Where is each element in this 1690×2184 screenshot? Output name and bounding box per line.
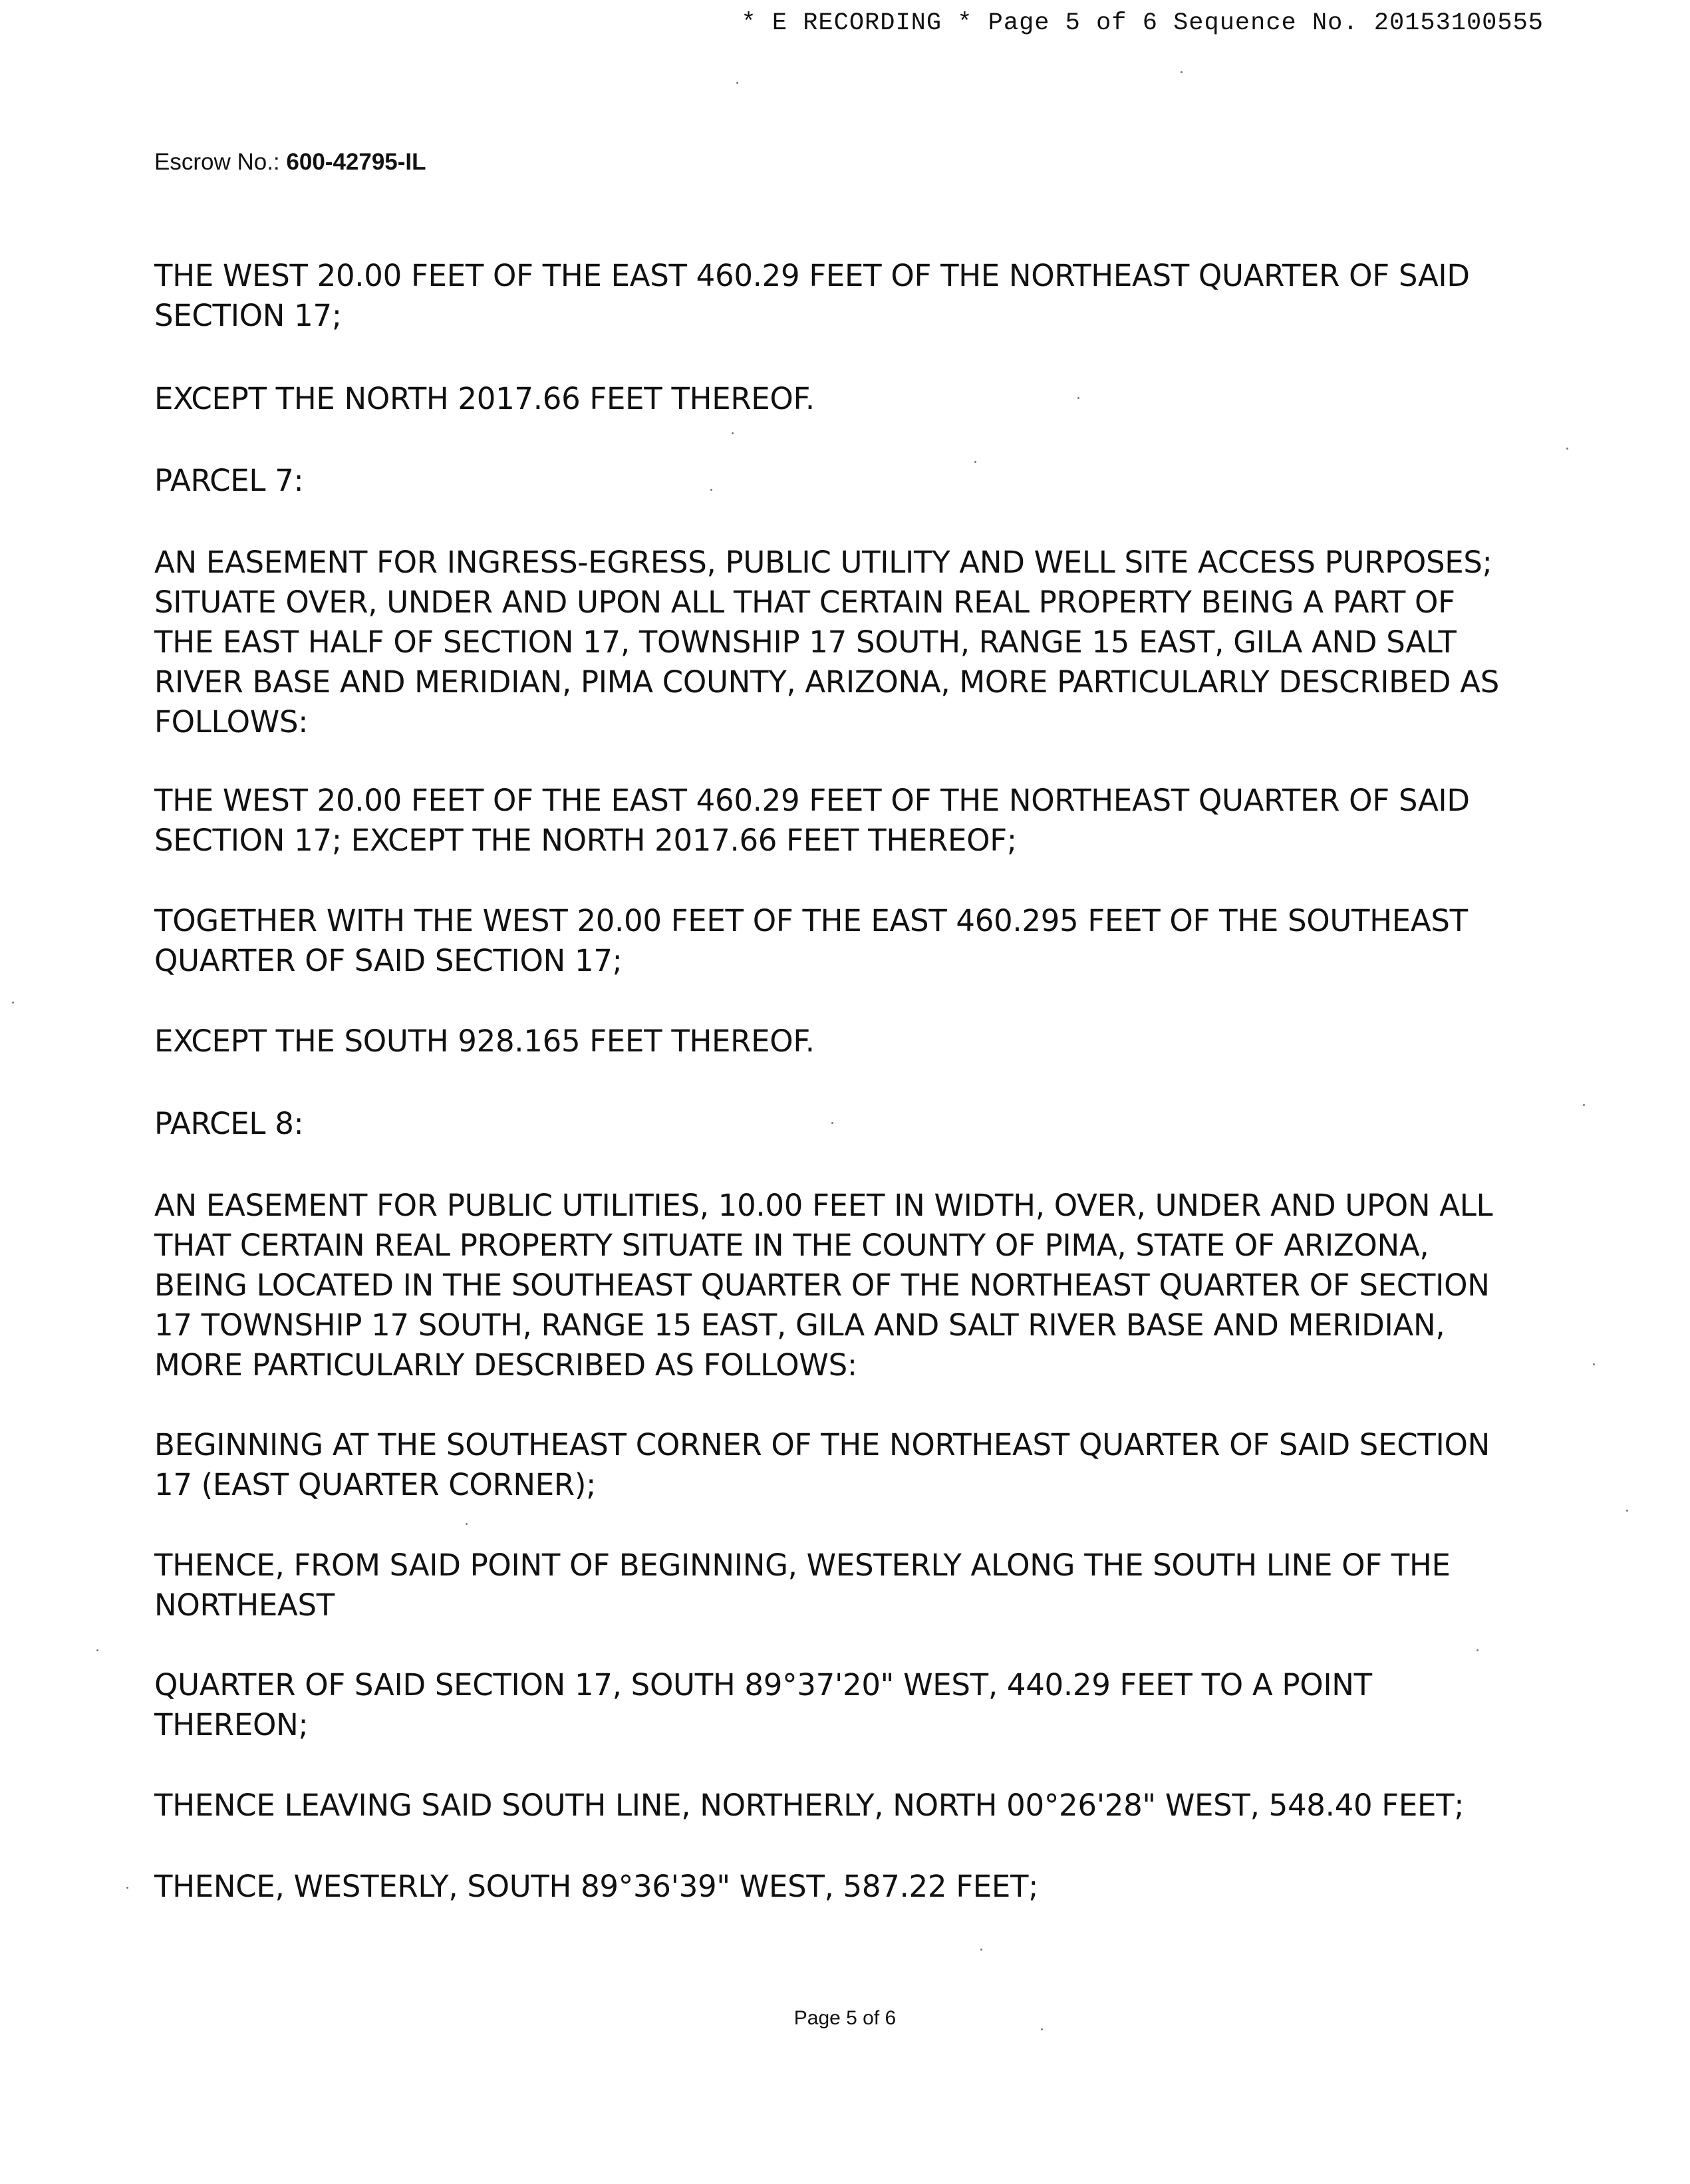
paragraph-line: AN EASEMENT FOR INGRESS-EGRESS, PUBLIC UTILITY AND WELL SITE ACCESS PURPOSES; <box>154 545 1492 580</box>
paragraph-line: EXCEPT THE SOUTH 928.165 FEET THEREOF. <box>154 1024 815 1059</box>
scan-speck <box>1566 448 1568 450</box>
scan-speck <box>831 1122 833 1124</box>
scan-speck <box>1477 1649 1479 1651</box>
paragraph-line: MORE PARTICULARLY DESCRIBED AS FOLLOWS: <box>154 1347 857 1383</box>
paragraph-line: SECTION 17; EXCEPT THE NORTH 2017.66 FEET THEREOF; <box>154 823 1017 858</box>
scan-speck <box>980 1949 982 1951</box>
paragraph-line: THENCE, WESTERLY, SOUTH 89°36'39" WEST, 587.22 FEET; <box>154 1869 1039 1904</box>
paragraph-line: TOGETHER WITH THE WEST 20.00 FEET OF THE EAST 460.295 FEET OF THE SOUTHEAST <box>154 903 1468 938</box>
paragraph <box>154 1425 1564 1505</box>
paragraph-line: THE WEST 20.00 FEET OF THE EAST 460.29 FEET OF THE NORTHEAST QUARTER OF SAID <box>154 258 1470 293</box>
paragraph-line: BEGINNING AT THE SOUTHEAST CORNER OF THE NORTHEAST QUARTER OF SAID SECTION <box>154 1427 1490 1462</box>
scan-speck <box>1077 397 1079 399</box>
scan-speck <box>1583 1104 1585 1106</box>
paragraph <box>154 1022 1564 1061</box>
scan-speck <box>466 1523 468 1525</box>
paragraph <box>154 1546 1564 1625</box>
paragraph-line: FOLLOWS: <box>154 704 309 740</box>
escrow-label: Escrow No.: <box>154 149 280 175</box>
paragraph-line: 17 (EAST QUARTER CORNER); <box>154 1467 597 1502</box>
paragraph-line: PARCEL 8: <box>154 1106 304 1141</box>
paragraph <box>154 543 1564 742</box>
scan-speck <box>12 1002 14 1004</box>
paragraph-line: THE EAST HALF OF SECTION 17, TOWNSHIP 17 SOUTH, RANGE 15 EAST, GILA AND SALT <box>154 624 1457 660</box>
paragraph-line: THE WEST 20.00 FEET OF THE EAST 460.29 FEET OF THE NORTHEAST QUARTER OF SAID <box>154 783 1470 818</box>
scan-speck <box>710 489 712 491</box>
escrow-value: 600-42795-IL <box>286 149 426 175</box>
paragraph-line: EXCEPT THE NORTH 2017.66 FEET THEREOF. <box>154 381 815 416</box>
paragraph-line: QUARTER OF SAID SECTION 17, SOUTH 89°37'20" WEST, 440.29 FEET TO A POINT <box>154 1667 1372 1703</box>
paragraph-line: SITUATE OVER, UNDER AND UPON ALL THAT CERTAIN REAL PROPERTY BEING A PART OF <box>154 585 1455 620</box>
paragraph-line: THENCE LEAVING SAID SOUTH LINE, NORTHERLY, NORTH 00°26'28" WEST, 548.40 FEET; <box>154 1788 1465 1823</box>
paragraph-line: AN EASEMENT FOR PUBLIC UTILITIES, 10.00 FEET IN WIDTH, OVER, UNDER AND UPON ALL <box>154 1188 1493 1223</box>
scan-speck <box>736 82 738 84</box>
scan-speck <box>732 432 734 434</box>
paragraph-line: BEING LOCATED IN THE SOUTHEAST QUARTER OF THE NORTHEAST QUARTER OF SECTION <box>154 1268 1490 1303</box>
paragraph <box>154 1867 1564 1907</box>
scan-speck <box>96 1649 98 1651</box>
paragraph-line: PARCEL 7: <box>154 463 304 498</box>
paragraph <box>154 379 1564 419</box>
scan-speck <box>126 1887 128 1889</box>
paragraph-line: THENCE, FROM SAID POINT OF BEGINNING, WESTERLY ALONG THE SOUTH LINE OF THE <box>154 1548 1451 1583</box>
paragraph <box>154 1665 1564 1745</box>
paragraph <box>154 781 1564 861</box>
paragraph-line: 17 TOWNSHIP 17 SOUTH, RANGE 15 EAST, GILA AND SALT RIVER BASE AND MERIDIAN, <box>154 1307 1445 1343</box>
recording-header: * E RECORDING * Page 5 of 6 Sequence No. 20153100555 <box>741 9 1544 37</box>
paragraph <box>154 1186 1564 1385</box>
paragraph <box>154 901 1564 981</box>
paragraph-line: THAT CERTAIN REAL PROPERTY SITUATE IN THE COUNTY OF PIMA, STATE OF ARIZONA, <box>154 1228 1429 1263</box>
scan-speck <box>1181 71 1183 73</box>
paragraph-line: RIVER BASE AND MERIDIAN, PIMA COUNTY, ARIZONA, MORE PARTICULARLY DESCRIBED AS <box>154 664 1499 700</box>
paragraph-line: THEREON; <box>154 1707 309 1742</box>
scan-speck <box>1626 1510 1628 1512</box>
paragraph <box>154 256 1564 336</box>
scan-speck <box>974 461 976 463</box>
parcel-heading <box>154 1104 1564 1144</box>
scan-speck <box>1041 2028 1043 2030</box>
parcel-heading <box>154 461 1564 501</box>
paragraph-line: QUARTER OF SAID SECTION 17; <box>154 943 623 978</box>
paragraph-line: NORTHEAST <box>154 1587 335 1623</box>
page-number: Page 5 of 6 <box>793 2007 897 2029</box>
paragraph-line: SECTION 17; <box>154 298 342 333</box>
escrow-number <box>154 149 426 176</box>
scan-speck <box>1593 1363 1595 1365</box>
paragraph <box>154 1786 1564 1826</box>
